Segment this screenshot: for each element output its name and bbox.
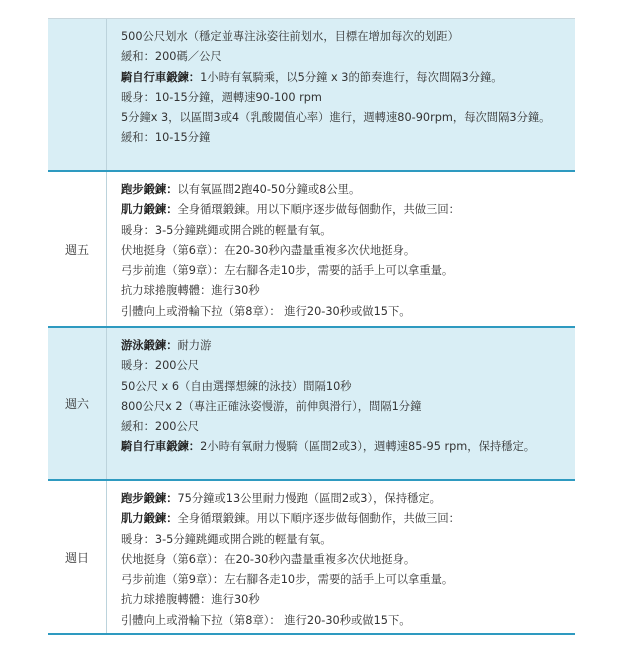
activity-line: 引體向上或滑輪下拉（第8章）： 進行20-30秒或做15下。 <box>121 613 411 627</box>
activity-line: 弓步前進（第9章）：左右腳各走10步，需要的話手上可以拿重量。 <box>121 573 454 587</box>
activity-line: 5分鐘x 3，以區間3或4（乳酸閾值心率）進行，週轉速80-90rpm，每次間隔3分鐘。 <box>121 111 551 125</box>
activity-line: 緩和：200公尺 <box>121 420 200 434</box>
activity-line: 引體向上或滑輪下拉（第8章）： 進行20-30秒或做15下。 <box>121 304 411 318</box>
activity-line: 800公尺x 2（專注正確泳姿慢游，前伸與滑行），間隔1分鐘 <box>121 399 422 413</box>
activity-cell <box>107 481 575 633</box>
activity-line: 弓步前進（第9章）：左右腳各走10步，需要的話手上可以拿重量。 <box>121 264 454 278</box>
day-cell: 週五 <box>48 172 107 326</box>
activity-line: 跑步鍛鍊：75分鐘或13公里耐力慢跑（區間2或3），保持穩定。 <box>121 492 441 505</box>
table-row <box>48 19 575 172</box>
activity-line: 抗力球捲腹轉體：進行30秒 <box>121 593 260 607</box>
activity-line: 游泳鍛鍊：耐力游 <box>121 339 212 352</box>
activity-line: 伏地挺身（第6章）：在20-30秒內盡量重複多次伏地挺身。 <box>121 243 416 257</box>
activity-line: 50公尺 x 6（自由選擇想練的泳技）間隔10秒 <box>121 379 352 393</box>
day-cell: 週六 <box>48 328 107 479</box>
table-row-sunday <box>48 481 575 635</box>
activity-line: 騎自行車鍛鍊：1小時有氧騎乘，以5分鐘 x 3的節奏進行，每次間隔3分鐘。 <box>121 70 503 84</box>
activity-line: 暖身：200公尺 <box>121 359 200 373</box>
training-schedule-table <box>48 18 575 635</box>
day-cell <box>48 19 107 170</box>
table-row-saturday <box>48 328 575 481</box>
activity-cell <box>107 19 575 170</box>
activity-cell <box>107 328 575 479</box>
activity-line: 暖身：3-5分鐘跳繩或開合跳的輕量有氧。 <box>121 532 332 546</box>
activity-line: 伏地挺身（第6章）：在20-30秒內盡量重複多次伏地挺身。 <box>121 552 416 566</box>
activity-line: 肌力鍛鍊：全身循環鍛鍊。用以下順序逐步做每個動作，共做三回： <box>121 203 460 217</box>
activity-line: 500公尺划水（穩定並專注泳姿往前划水，目標在增加每次的划距） <box>121 30 459 43</box>
activity-line: 暖身：10-15分鐘，週轉速90-100 rpm <box>121 90 322 104</box>
day-cell: 週日 <box>48 481 107 633</box>
activity-line: 騎自行車鍛鍊：2小時有氧耐力慢騎（區間2或3），週轉速85-95 rpm，保持穩定。 <box>121 440 536 454</box>
activity-line: 肌力鍛鍊：全身循環鍛鍊。用以下順序逐步做每個動作，共做三回： <box>121 512 460 526</box>
activity-line: 跑步鍛鍊：以有氧區間2跑40-50分鐘或8公里。 <box>121 183 361 196</box>
activity-cell <box>107 172 575 326</box>
activity-line: 抗力球捲腹轉體：進行30秒 <box>121 284 260 298</box>
activity-line: 緩和：200碼／公尺 <box>121 50 222 64</box>
activity-line: 暖身：3-5分鐘跳繩或開合跳的輕量有氧。 <box>121 223 332 237</box>
activity-line: 緩和：10-15分鐘 <box>121 131 211 145</box>
table-row-friday <box>48 172 575 328</box>
